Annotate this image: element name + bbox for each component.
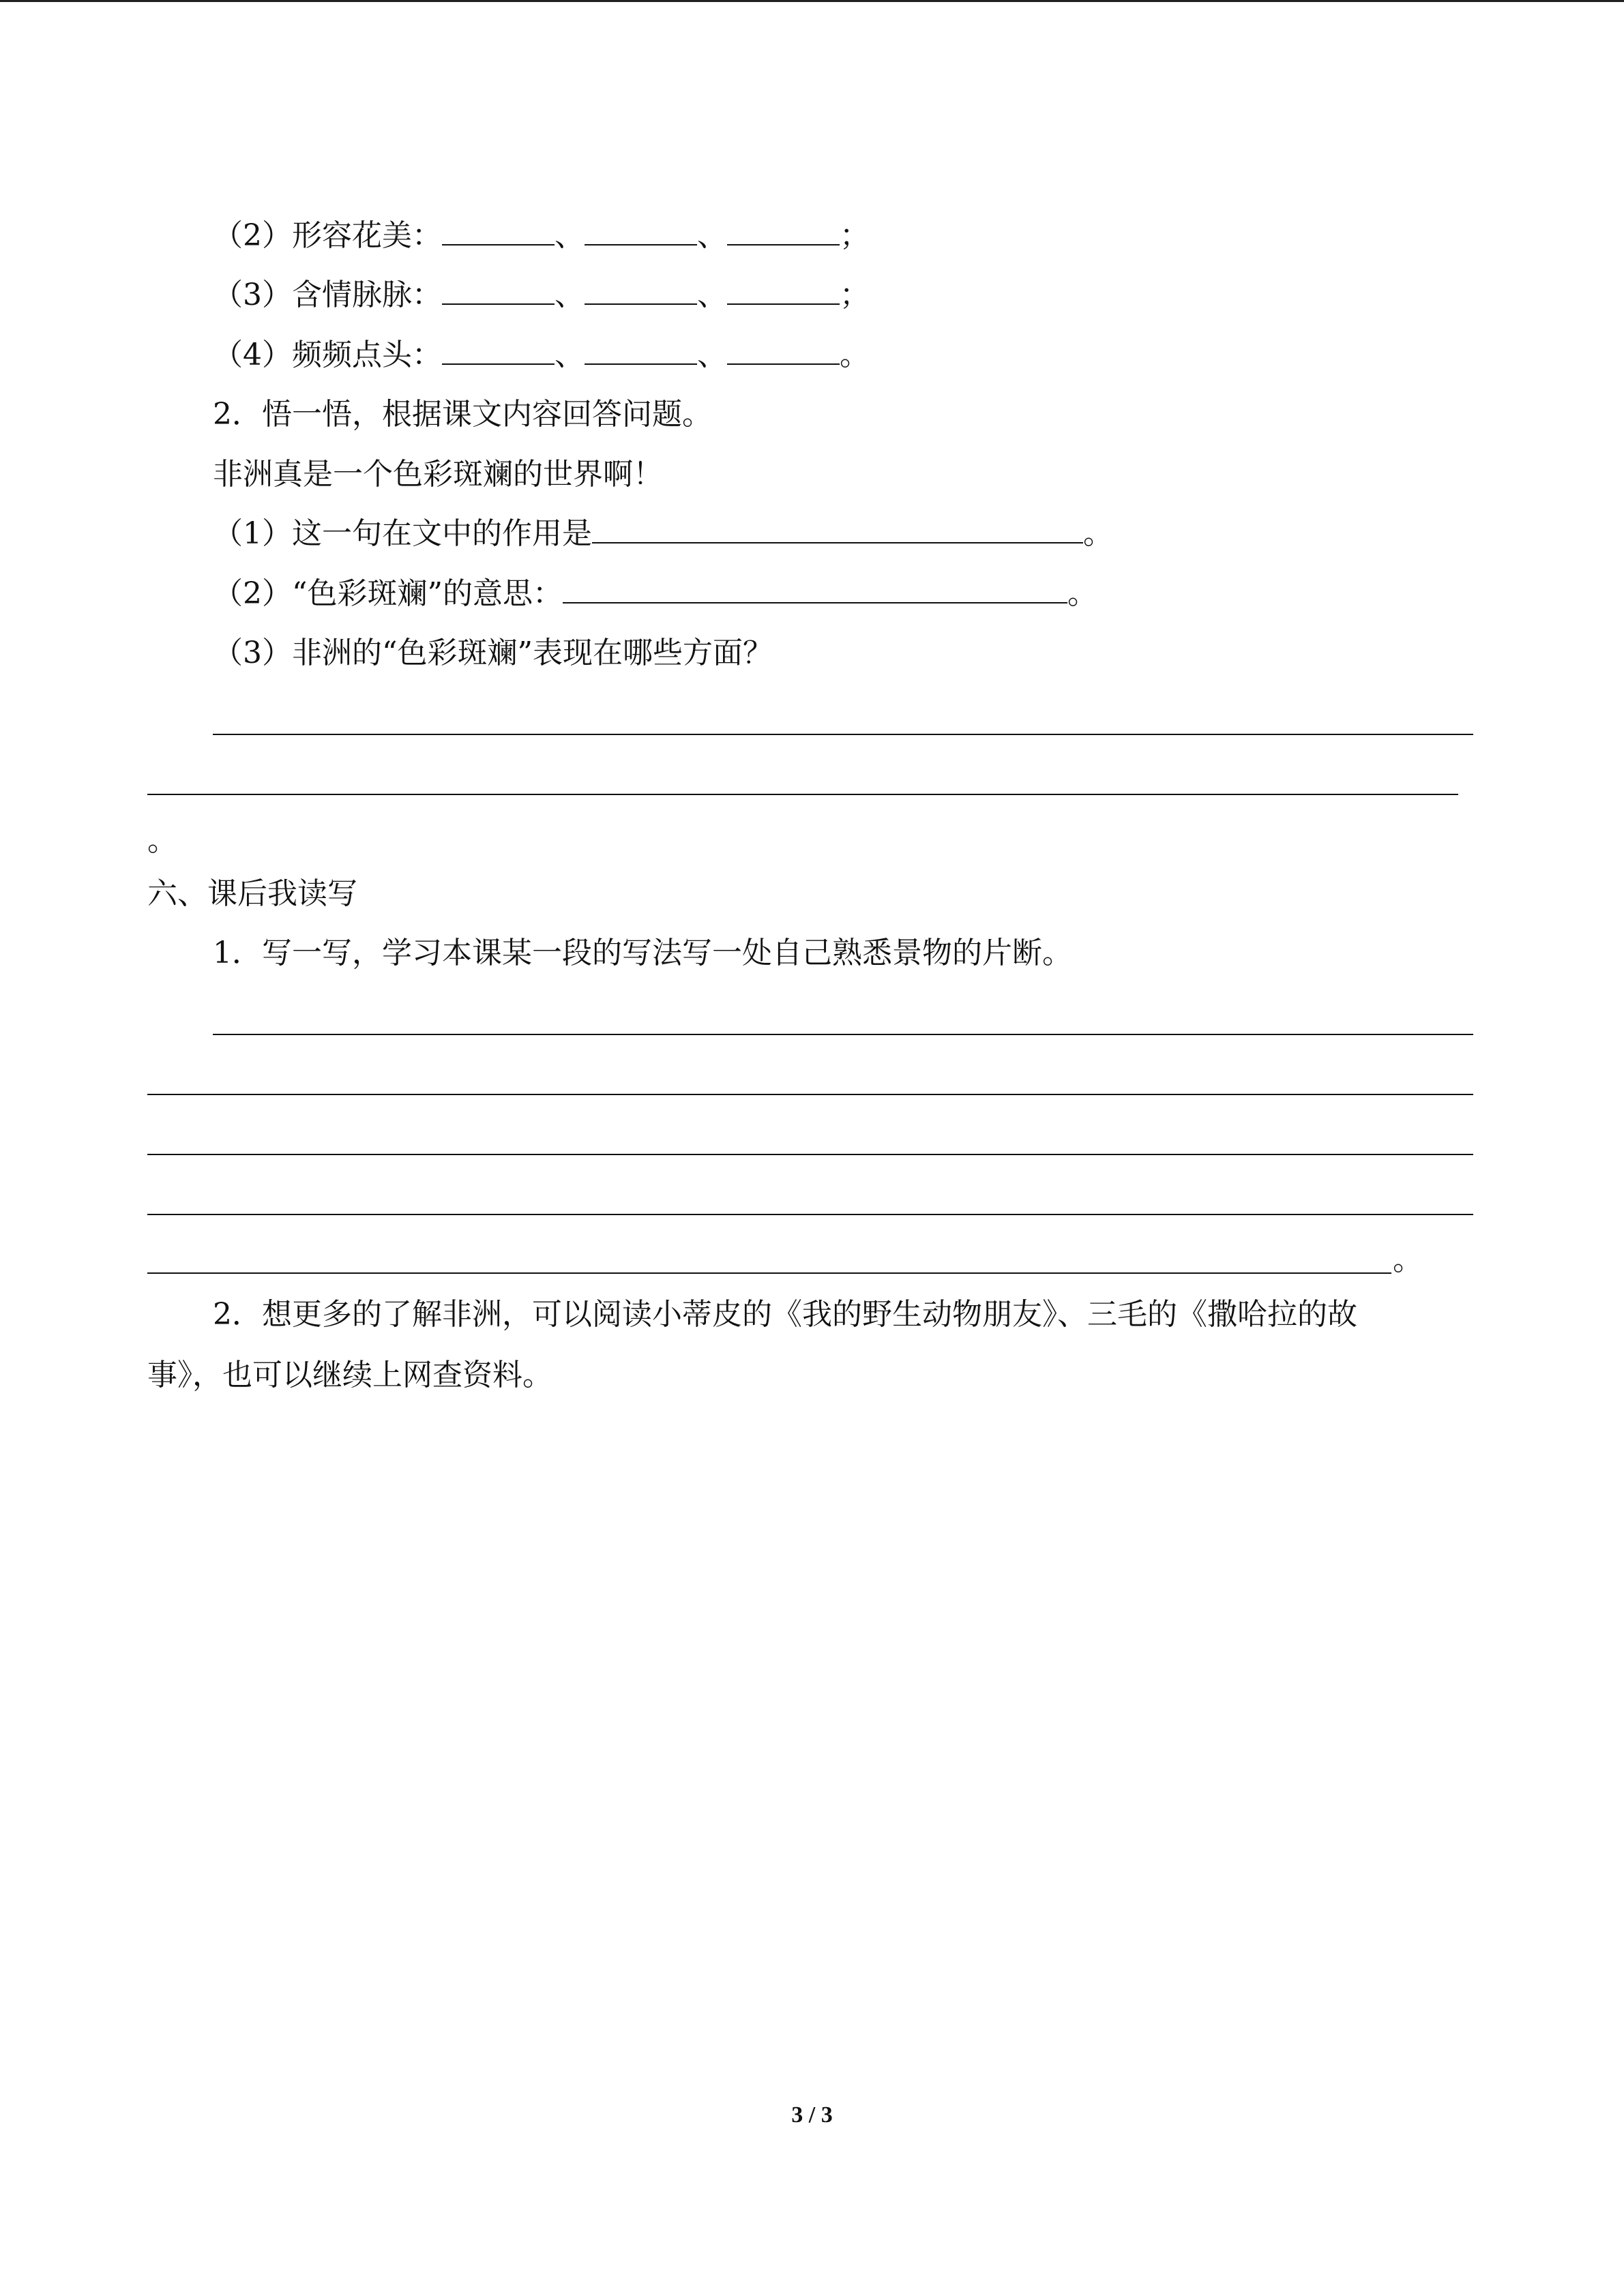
separator: 、 [555,218,585,253]
answer-blank[interactable] [727,217,840,245]
end-punct: ； [840,218,870,253]
writing-line[interactable] [147,1272,1391,1274]
answer-blank[interactable] [727,336,840,365]
section-title: 六、课后我读写 [147,876,357,911]
q2-title: 2．悟一悟，根据课文内容回答问题。 [213,397,712,432]
answer-blank[interactable] [563,575,1067,603]
answer-blank[interactable] [592,515,1083,543]
sub-label: （2）“色彩斑斓”的意思： [213,576,563,611]
separator: 、 [697,338,727,372]
writing-line[interactable] [147,1214,1473,1215]
answer-line[interactable] [147,794,1458,795]
separator: 、 [697,278,727,312]
q2-sub2 [213,575,1097,613]
writing-prompt: 1．写一写，学习本课某一段的写法写一处自己熟悉景物的片断。 [213,936,1072,970]
end-punct: 。 [1083,516,1113,551]
end-punct: 。 [840,338,870,372]
separator: 、 [555,338,585,372]
reading-tip-line1: 2．想更多的了解非洲，可以阅读小蒂皮的《我的野生动物朋友》、三毛的《撒哈拉的故 [213,1297,1357,1332]
q1-item-4 [213,336,870,374]
q2-sub1 [213,515,1113,553]
answer-blank[interactable] [727,276,840,305]
separator: 、 [697,218,727,253]
top-border [0,0,1624,2]
answer-blank[interactable] [585,217,697,245]
end-punct: 。 [1393,1242,1423,1277]
page-number: 3 / 3 [791,2102,833,2128]
q1-item-3 [213,276,870,314]
q2-quote: 非洲真是一个色彩斑斓的世界啊！ [213,457,663,492]
answer-line[interactable] [213,734,1473,735]
reading-tip-line2: 事》，也可以继续上网查资料。 [147,1358,552,1392]
answer-blank[interactable] [585,336,697,365]
item-label: （4）频频点头： [213,338,442,372]
writing-line[interactable] [147,1094,1473,1095]
q2-sub3: （3）非洲的“色彩斑斓”表现在哪些方面？ [213,636,773,670]
q1-item-2 [213,217,870,255]
separator: 、 [555,278,585,312]
answer-blank[interactable] [442,217,555,245]
writing-line[interactable] [213,1034,1473,1035]
item-label: （2）形容花美： [213,218,442,253]
answer-blank[interactable] [442,276,555,305]
sub-label: （1）这一句在文中的作用是 [213,516,592,551]
answer-blank[interactable] [585,276,697,305]
writing-line[interactable] [147,1154,1473,1155]
item-label: （3）含情脉脉： [213,278,442,312]
answer-blank[interactable] [442,336,555,365]
end-punct: 。 [1067,576,1097,611]
end-punct: ； [840,278,870,312]
end-punct: 。 [147,823,177,858]
